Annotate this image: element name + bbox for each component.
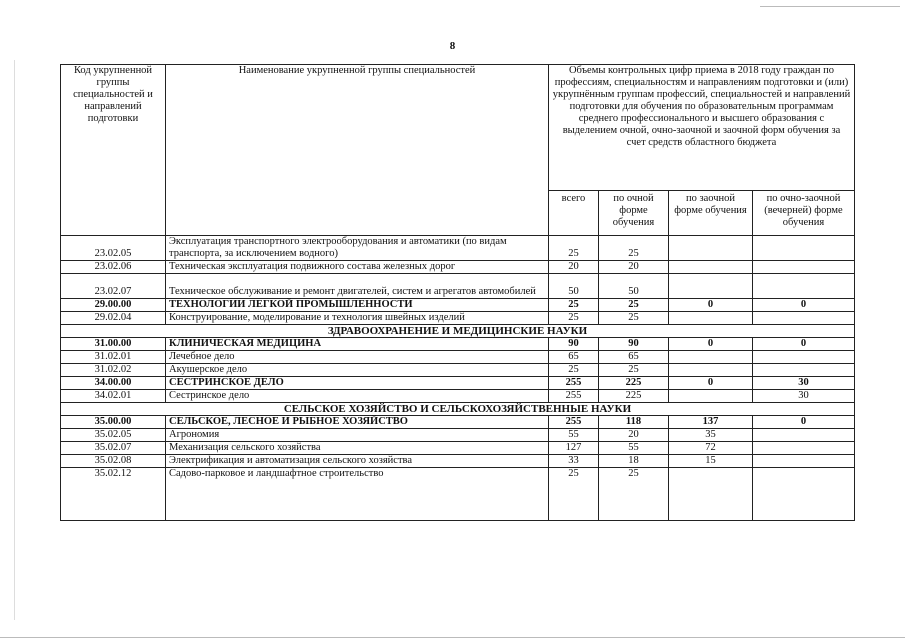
specialty-code: 31.02.02	[61, 364, 166, 377]
full-time-count: 50	[599, 274, 669, 299]
correspondence-count	[669, 261, 753, 274]
part-time-count	[753, 351, 855, 364]
specialty-code: 35.02.05	[61, 429, 166, 442]
group-row	[61, 299, 855, 312]
part-time-count	[753, 236, 855, 261]
correspondence-count: 0	[669, 299, 753, 312]
full-time-count: 118	[599, 416, 669, 429]
total-count: 25	[549, 468, 599, 521]
specialty-code: 23.02.05	[61, 236, 166, 261]
specialty-name: Механизация сельского хозяйства	[166, 442, 549, 455]
specialty-code: 35.02.12	[61, 468, 166, 521]
specialty-code: 29.00.00	[61, 299, 166, 312]
correspondence-count	[669, 236, 753, 261]
header-part-time: по очно-заочной (вечерней) форме обучения	[753, 191, 855, 236]
table-row	[61, 364, 855, 377]
table-row	[61, 312, 855, 325]
specialty-name: Конструирование, моделирование и технология швейных изделий	[166, 312, 549, 325]
total-count: 20	[549, 261, 599, 274]
header-correspondence: по заочной форме обучения	[669, 191, 753, 236]
specialty-code: 34.00.00	[61, 377, 166, 390]
specialty-name: Акушерское дело	[166, 364, 549, 377]
total-count: 33	[549, 455, 599, 468]
part-time-count: 0	[753, 338, 855, 351]
correspondence-count: 0	[669, 377, 753, 390]
correspondence-count: 15	[669, 455, 753, 468]
specialty-code: 34.02.01	[61, 390, 166, 403]
total-count: 50	[549, 274, 599, 299]
full-time-count: 18	[599, 455, 669, 468]
specialty-code: 23.02.06	[61, 261, 166, 274]
specialty-name: СЕСТРИНСКОЕ ДЕЛО	[166, 377, 549, 390]
full-time-count: 65	[599, 351, 669, 364]
total-count: 25	[549, 312, 599, 325]
table-row	[61, 468, 855, 521]
full-time-count: 25	[599, 236, 669, 261]
specialty-name: Электрификация и автоматизация сельского хозяйства	[166, 455, 549, 468]
header-total: всего	[549, 191, 599, 236]
total-count: 55	[549, 429, 599, 442]
part-time-count: 30	[753, 377, 855, 390]
specialty-name: СЕЛЬСКОЕ, ЛЕСНОЕ И РЫБНОЕ ХОЗЯЙСТВО	[166, 416, 549, 429]
full-time-count: 20	[599, 261, 669, 274]
part-time-count	[753, 455, 855, 468]
correspondence-count: 72	[669, 442, 753, 455]
section-row	[61, 325, 855, 338]
part-time-count	[753, 312, 855, 325]
table-row	[61, 274, 855, 299]
specialty-code: 35.02.07	[61, 442, 166, 455]
section-title: СЕЛЬСКОЕ ХОЗЯЙСТВО И СЕЛЬСКОХОЗЯЙСТВЕННЫЕ НАУКИ	[61, 403, 855, 416]
specialty-name: Лечебное дело	[166, 351, 549, 364]
header-volume: Объемы контрольных цифр приема в 2018 году граждан по профессиям, специальностям и направлениям подготовки и (или) укрупнённым группам профессий, специальностей и направлений подготовки для обучения по образовательным программам среднего профессионального и высшего образования с выделением очной, очно-заочной и заочной форм обучения за счет средств областного бюджета	[549, 65, 855, 191]
table-body	[61, 236, 855, 521]
section-title: ЗДРАВООХРАНЕНИЕ И МЕДИЦИНСКИЕ НАУКИ	[61, 325, 855, 338]
specialty-name: ТЕХНОЛОГИИ ЛЕГКОЙ ПРОМЫШЛЕННОСТИ	[166, 299, 549, 312]
specialty-name: Агрономия	[166, 429, 549, 442]
table-row	[61, 442, 855, 455]
section-row	[61, 403, 855, 416]
group-row	[61, 377, 855, 390]
specialty-name: Сестринское дело	[166, 390, 549, 403]
group-row	[61, 416, 855, 429]
table-row	[61, 429, 855, 442]
scan-edge-left	[14, 60, 15, 620]
correspondence-count: 137	[669, 416, 753, 429]
specialty-code: 31.00.00	[61, 338, 166, 351]
table-row	[61, 261, 855, 274]
part-time-count	[753, 274, 855, 299]
correspondence-count	[669, 390, 753, 403]
part-time-count	[753, 442, 855, 455]
correspondence-count	[669, 274, 753, 299]
table-row	[61, 455, 855, 468]
specialty-code: 23.02.07	[61, 274, 166, 299]
total-count: 25	[549, 364, 599, 377]
header-code: Код укрупненной группы специальностей и направлений подготовки	[61, 65, 166, 236]
full-time-count: 90	[599, 338, 669, 351]
part-time-count	[753, 261, 855, 274]
total-count: 255	[549, 377, 599, 390]
part-time-count	[753, 364, 855, 377]
total-count: 255	[549, 390, 599, 403]
total-count: 25	[549, 236, 599, 261]
correspondence-count	[669, 468, 753, 521]
full-time-count: 25	[599, 299, 669, 312]
specialty-code: 31.02.01	[61, 351, 166, 364]
correspondence-count: 0	[669, 338, 753, 351]
scan-edge-top	[760, 6, 900, 7]
full-time-count: 25	[599, 468, 669, 521]
header-full-time: по очной форме обучения	[599, 191, 669, 236]
correspondence-count	[669, 364, 753, 377]
header-name: Наименование укрупненной группы специальностей	[166, 65, 549, 236]
total-count: 255	[549, 416, 599, 429]
specialty-code: 35.00.00	[61, 416, 166, 429]
full-time-count: 55	[599, 442, 669, 455]
specialty-name: Техническое обслуживание и ремонт двигателей, систем и агрегатов автомобилей	[166, 274, 549, 299]
page-number: 8	[449, 40, 456, 52]
full-time-count: 25	[599, 312, 669, 325]
scan-edge-bottom	[0, 637, 905, 638]
part-time-count	[753, 468, 855, 521]
specialty-name: Эксплуатация транспортного электрооборудования и автоматики (по видам транспорта, за исключением водного)	[166, 236, 549, 261]
correspondence-count: 35	[669, 429, 753, 442]
total-count: 65	[549, 351, 599, 364]
part-time-count: 0	[753, 416, 855, 429]
group-row	[61, 338, 855, 351]
correspondence-count	[669, 351, 753, 364]
correspondence-count	[669, 312, 753, 325]
full-time-count: 20	[599, 429, 669, 442]
table-row	[61, 351, 855, 364]
specialty-name: Техническая эксплуатация подвижного состава железных дорог	[166, 261, 549, 274]
part-time-count: 0	[753, 299, 855, 312]
full-time-count: 225	[599, 390, 669, 403]
total-count: 127	[549, 442, 599, 455]
full-time-count: 25	[599, 364, 669, 377]
part-time-count: 30	[753, 390, 855, 403]
specialty-code: 29.02.04	[61, 312, 166, 325]
full-time-count: 225	[599, 377, 669, 390]
admission-quota-table	[60, 64, 855, 521]
part-time-count	[753, 429, 855, 442]
total-count: 25	[549, 299, 599, 312]
specialty-name: Садово-парковое и ландшафтное строительство	[166, 468, 549, 521]
total-count: 90	[549, 338, 599, 351]
table-row	[61, 236, 855, 261]
specialty-name: КЛИНИЧЕСКАЯ МЕДИЦИНА	[166, 338, 549, 351]
table-row	[61, 390, 855, 403]
table-header	[61, 65, 855, 236]
specialty-code: 35.02.08	[61, 455, 166, 468]
